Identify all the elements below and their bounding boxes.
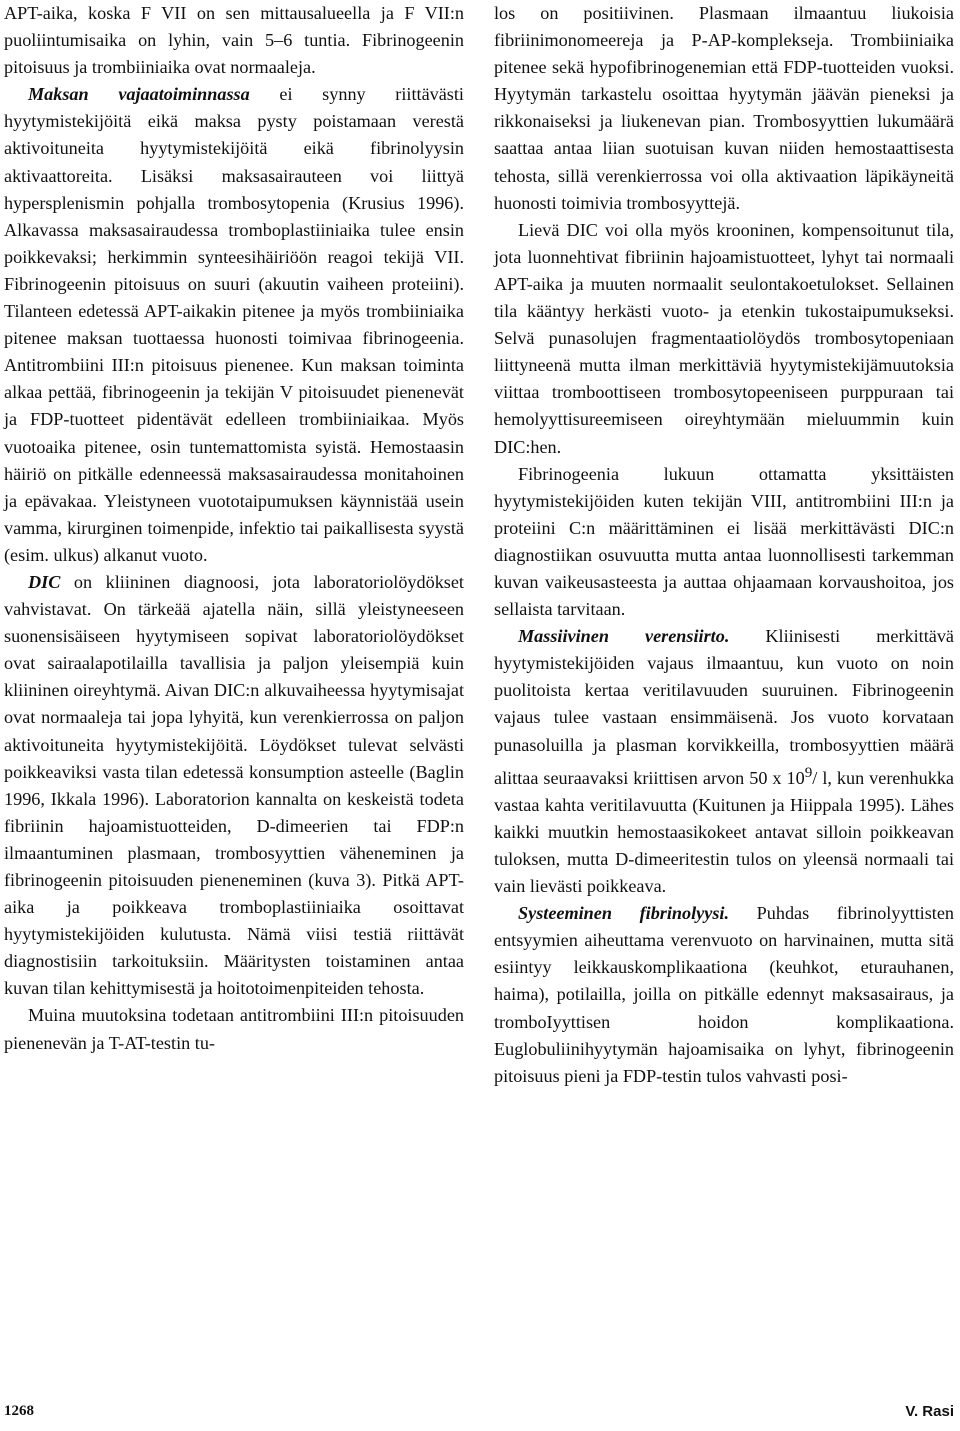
text-massive-transfusion-b: / l, kun verenhukka vastaa kahta veritilavuutta (Kuitunen ja Hiippala 1995). Lähes kaikki muutkin hemostaasikokeet antavat silloin poikkeavan tuloksen, mutta D-dimeeritestin tulos on yleensä normaali tai vain lievästi poikkeava.	[494, 767, 954, 897]
paragraph-mild-dic: Lievä DIC voi olla myös krooninen, kompensoitunut tila, jota luonnehtivat fibriinin hajoamistuotteet, lyhyt tai normaali APT-aika ja muuten normaalit seulontakoetulokset. Sellainen tila kääntyy herkästi vuoto- ja etenkin tukostaipumukseksi. Selvä punasolujen fragmentaatiolöydös trombosytopeniaan liittyneenä mutta ilman merkittäviä hyytymistekijämuutoksia viittaa tromboottiseen trombosytopeeniseen purppuraan tai hemolyyttisureemiseen oireyhtymään mieluummin kuin DIC:hen.	[494, 219, 954, 457]
text-massive-transfusion-a: Kliinisesti merkittävä hyytymistekijöiden vajaus ilmaantuu, kun vuoto on noin puolitoista kertaa veritilavuuden suuruinen. Fibrinogeenin vajaus tulee vastaan ensimmäisenä. Jos vuoto korvataan punasoluilla ja plasman korvikkeilla, trombosyyttien määrä alittaa seuraavaksi kriittisen arvon 50 x 10	[494, 626, 955, 788]
paragraph-apt-intro: APT-aika, koska F VII on sen mittausalueella ja F VII:n puoliintumisaika on lyhin, vain 5–6 tuntia. Fibrinogeenin pitoisuus ja trombiiniaika ovat normaaleja.	[4, 3, 464, 78]
page-number: 1268	[4, 1403, 34, 1419]
paragraph-systemic-fibrinolysis	[494, 900, 954, 1090]
text-systemic-fibrinolysis: Puhdas fibrinolyyttisten entsyymien aiheuttama verenvuoto on harvinainen, mutta sitä esiintyy leikkauskomplikaationa (keuhkot, eturauhanen, haima), potilailla, joilla on pitkälle edennyt maksasairaus, ja tromboIyyttisen hoidon komplikaationa. Euglobuliinihyytymän hajoamisaika on lyhyt, fibrinogeenin pitoisuus pieni ja FDP-testin tulos vahvasti posi-	[494, 903, 954, 1086]
lead-liver-failure: Maksan vajaatoiminnassa	[28, 84, 250, 105]
text-dic: on kliininen diagnoosi, jota laboratoriolöydökset vahvistavat. On tärkeää ajatella näin, sillä yleistyneeseen suonensisäiseen hyytymiseen sopivat laboratoriolöydökset ovat sairaalapotilailla tavallisia ja paljon yleisempiä kuin kliininen oireyhtymä. Aivan DIC:n alkuvaiheessa hyytymisajat ovat normaaleja tai jopa lyhyitä, kun verenkierrossa on paljon aktivoituneita hyytymistekijöitä. Löydökset tulevat selvästi poikkeaviksi vasta tilan edetessä konsumption asteelle (Baglin 1996, Ikkala 1996). Laboratorion kannalta on keskeistä todeta fibriinin hajoamistuotteiden, D-dimeerien tai FDP:n ilmaantuminen plasmaan, trombosyyttien väheneminen ja fibrinogeenin pitoisuuden pieneneminen (kuva 3). Pitkä APT-aika ja poikkeava tromboplastiiniaika osoittavat hyytymistekijöiden kulutusta. Nämä viisi testiä riittävät diagnostisiin tarkoituksiin. Määritysten toistaminen antaa kuvan tilan kehittymisestä ja hoitotoimenpiteiden tehosta.	[4, 571, 464, 999]
paragraph-other-changes: Muina muutoksina todetaan antitrombiini III:n pitoisuuden pienenevän ja T-AT-testin tu-	[4, 1005, 464, 1053]
left-column	[4, 0, 464, 1057]
lead-massive-transfusion: Massiivinen verensiirto.	[518, 626, 730, 647]
page-footer	[4, 1403, 954, 1427]
exponent: 9	[804, 763, 813, 781]
running-author: V. Rasi	[905, 1403, 954, 1420]
paragraph-dic	[4, 569, 464, 1003]
right-column	[494, 0, 954, 1090]
paragraph-massive-transfusion	[494, 623, 954, 900]
paragraph-liver-failure	[4, 81, 464, 569]
text-liver-failure: ei synny riittävästi hyytymistekijöitä eikä maksa pysty poistamaan verestä aktivoituneita hyytymistekijöitä eikä fibrinolyysin aktivaattoreita. Lisäksi maksasairauteen voi liittyä hypersplenismin pohjalla trombosytopenia (Krusius 1996). Alkavassa maksasairaudessa tromboplastiiniaika tulee ensin poikkevaksi; herkimmin synteesihäiriöön reagoi tekijä VII. Fibrinogeenin pitoisuus on suuri (akuutin vaiheen proteiini). Tilanteen edetessä APT-aikakin pitenee ja myös trombiiniaika pitenee maksan tuottaessa huonosti toimivaa fibrinogeenia. Antitrombiini III:n pitoisuus pienenee. Kun maksan toiminta alkaa pettää, fibrinogeenin ja tekijän V pitoisuudet pienenevät ja FDP-tuotteet pidentävät edelleen trombiiniaikaa. Myös vuotoaika pitenee, osin tuntemattomista syistä. Hemostaasin häiriö on pitkälle edenneessä maksasairaudessa monitahoinen ja epävakaa. Yleistyneen vuototaipumuksen käynnistää usein vamma, kirurginen toimenpide, infektio tai paikallisesta syystä (esim. ulkus) alkanut vuoto.	[4, 84, 464, 565]
lead-dic: DIC	[28, 571, 61, 592]
lead-systemic-fibrinolysis: Systeeminen fibrinolyysi.	[518, 903, 730, 924]
paragraph-fibrinogen: Fibrinogeenia lukuun ottamatta yksittäisten hyytymistekijöiden kuten tekijän VIII, antitrombiini III:n ja proteiini C:n määrittäminen ei lisää merkittävästi DIC:n diagnostiikan osuvuutta mutta antaa luonnollisesti tarkemman kuvan vaikeusasteesta ja auttaa ohjaamaan korvaushoitoa, jos sellaista tarvitaan.	[494, 463, 954, 620]
paragraph-dic-continued: los on positiivinen. Plasmaan ilmaantuu liukoisia fibriinimonomeereja ja P-AP-komplekseja. Trombiiniaika pitenee sekä hypofibrinogenemian että FDP-tuotteiden vuoksi. Hyytymän tarkastelu osoittaa hyytymän jäävän pieneksi ja rikkonaiseksi ja liukenevan pian. Trombosyyttien lukumäärä saattaa antaa liian suotuisan kuvan niiden hemostaattisesta tehosta, sillä verenkierrossa voi olla aktivaation läpikäyneitä huonosti toimivia trombosyyttejä.	[494, 3, 954, 213]
